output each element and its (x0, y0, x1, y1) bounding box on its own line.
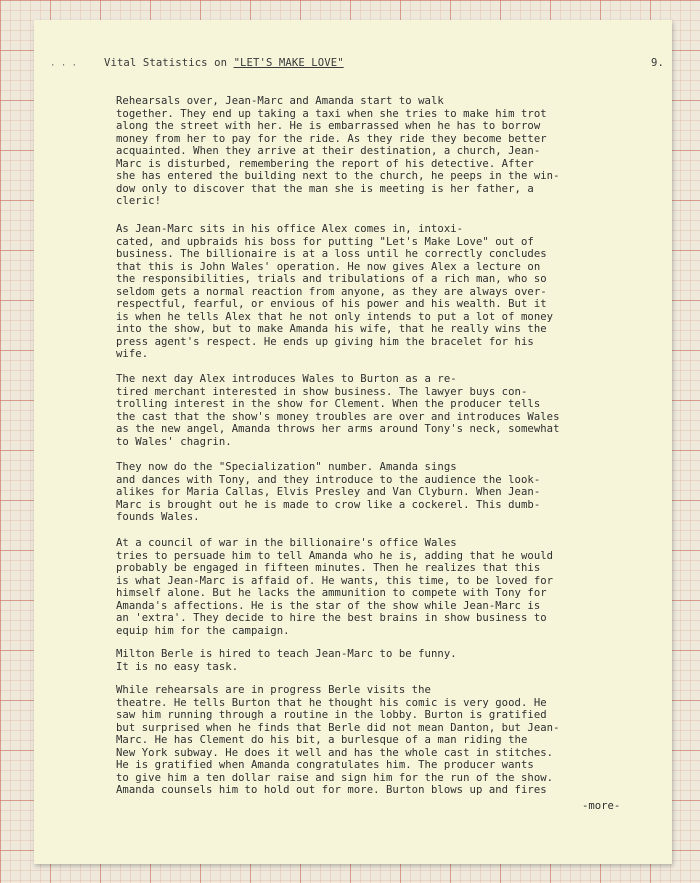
header-title: "LET'S MAKE LOVE" (233, 57, 344, 69)
more-indicator: -more- (582, 800, 621, 812)
paragraph-specialization: They now do the "Specialization" number. Amanda sings and dances with Tony, and they introduce to the audience the look- alikes for Maria Callas, Elvis Presley and Van Clyburn. When Jean- Marc is brought out he is made to crow like a cockerel. This dumb- founds Wales. (116, 461, 541, 523)
typed-page (34, 20, 672, 864)
header-prefix: Vital Statistics on (104, 57, 234, 69)
paragraph-office: As Jean-Marc sits in his office Alex comes in, intoxi- cated, and upbraids his boss for putting "Let's Make Love" out of business. The billionaire is at a loss until he correctly concludes that this is John Wales' operation. He now gives Alex a lecture on the responsibilities, trials and tribulations of a rich man, who so seldom gets a normal reaction from anyone, as they are always over- respectful, fearful, or envious of his power and his wealth. But it is when he tells Alex that he not only intends to put a lot of money into the show, but to make Amanda his wife, that he really wins the press agent's respect. He ends up giving him the bracelet for his wife. (116, 223, 554, 360)
page-number: 9. (651, 57, 664, 69)
paragraph-council: At a council of war in the billionaire's office Wales tries to persuade him to tell Amanda who he is, adding that he would probably be engaged in fifteen minutes. Then he realizes that this is what Jean-Marc is affaid of. He wants, this time, to be loved for himself alone. But he lacks the ammunition to compete with Tony for Amanda's affections. He is the star of the show while Jean-Marc is an 'extra'. They decide to hire the best brains in show business to equip him for the campaign. (116, 537, 554, 637)
paragraph-rehearsals: Rehearsals over, Jean-Marc and Amanda start to walk together. They end up taking a taxi when she tries to make him trot along the street with her. He is embarrassed when he has to borrow money from her to pay for the ride. As they ride they become better acquainted. When they arrive at their destination, a church, Jean- Marc is disturbed, remembering the report of his detective. After she has entered the building next to the church, he peeps in the win- dow only to discover that the man she is meeting is her father, a cleric! (116, 95, 560, 207)
page-header (104, 57, 664, 71)
paragraph-milton-berle: Milton Berle is hired to teach Jean-Marc to be funny. It is no easy task. (116, 648, 457, 673)
paragraph-next-day: The next day Alex introduces Wales to Burton as a re- tired merchant interested in show business. The lawyer buys con- trolling interest in the show for Clement. When the producer tells the cast that the show's money troubles are over and introduces Wales as the new angel, Amanda throws her arms around Tony's neck, somewhat to Wales' chagrin. (116, 373, 560, 448)
ink-smudge: · · · (50, 61, 78, 71)
paragraph-rehearsals-berle: While rehearsals are in progress Berle visits the theatre. He tells Burton that he thought his comic is very good. He saw him running through a routine in the lobby. Burton is gratified but surprised when he finds that Berle did not mean Danton, but Jean- Marc. He has Clement do his bit, a burlesque of a man riding the New York subway. He does it well and has the whole cast in stitches. He is gratified when Amanda congratulates him. The producer wants to give him a ten dollar raise and sign him for the run of the show. Amanda counsels him to hold out for more. Burton blows up and fires (116, 684, 560, 796)
